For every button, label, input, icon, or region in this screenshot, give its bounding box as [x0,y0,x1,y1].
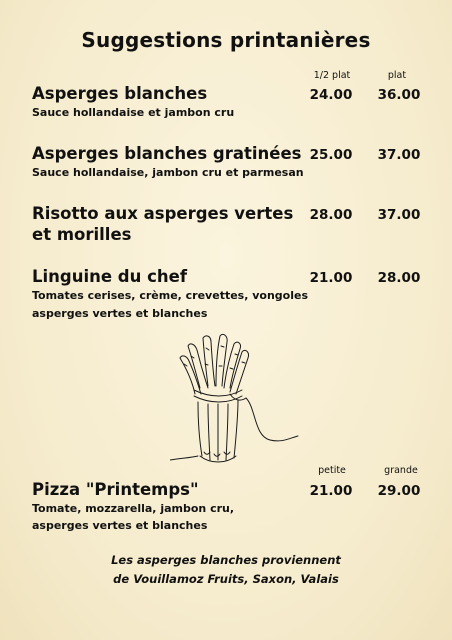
dish-description: Sauce hollandaise et jambon cru [32,106,235,119]
price-half: 25.00 [309,147,353,163]
price-full: 37.00 [377,207,421,223]
price-large: 29.00 [377,483,421,499]
price-full: 28.00 [377,270,421,286]
dish-description: Sauce hollandaise, jambon cru et parmesan [32,166,304,179]
price-half: 24.00 [309,87,353,103]
asparagus-bundle-icon [170,328,310,468]
dish-name: Asperges blanches [32,84,208,103]
column-header-large: grande [384,465,418,476]
column-header-half: 1/2 plat [313,70,351,81]
sourcing-note: Les asperges blanches proviennent [111,553,341,567]
dish-name: Pizza "Printemps" [32,480,199,499]
dish-description: Tomate, mozzarella, jambon cru, [32,502,235,515]
column-header-full: plat [387,70,407,81]
price-small: 21.00 [309,483,353,499]
dish-name: Asperges blanches gratinées [32,144,302,163]
sourcing-note-continued: de Vouillamoz Fruits, Saxon, Valais [113,572,339,586]
price-half: 28.00 [309,207,353,223]
price-half: 21.00 [309,270,353,286]
price-full: 37.00 [377,147,421,163]
dish-name-continued: et morilles [32,225,132,244]
dish-name: Risotto aux asperges vertes [32,204,294,223]
dish-description-continued: asperges vertes et blanches [32,519,208,532]
dish-name: Linguine du chef [32,267,188,286]
price-full: 36.00 [377,87,421,103]
dish-description-continued: asperges vertes et blanches [32,307,208,320]
menu-title: Suggestions printanières [81,28,371,52]
column-header-small: petite [318,465,346,476]
dish-description: Tomates cerises, crème, crevettes, vongoles [32,289,308,302]
